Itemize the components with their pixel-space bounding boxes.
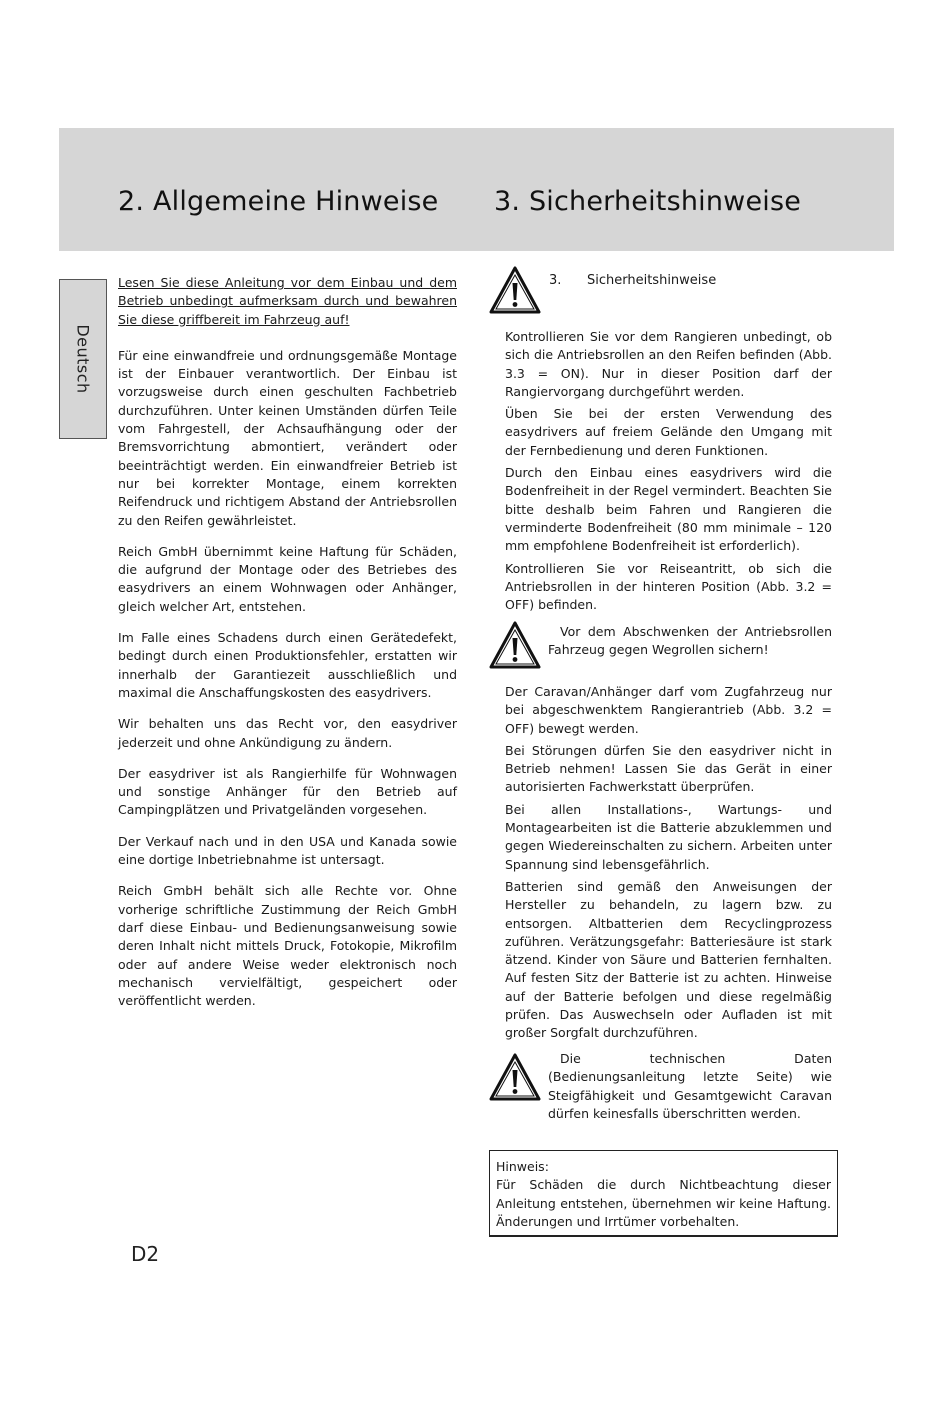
language-tab: [59, 279, 107, 439]
paragraph: Reich GmbH übernimmt keine Haftung für Schäden, die aufgrund der Montage oder des Betriebes des easydrivers an einem Wohnwagen oder Anhänger, gleich welcher Art, entstehen.: [118, 543, 457, 614]
note-title: Hinweis:: [496, 1159, 549, 1174]
note-text: Für Schäden die durch Nichtbeachtung dieser Anleitung entstehen, übernehmen wir keine Haftung. Änderungen und Irrtümer vorbehalten.: [496, 1177, 831, 1229]
paragraph: Der Verkauf nach und in den USA und Kanada sowie eine dortige Inbetriebnahme ist untersagt.: [118, 833, 457, 868]
paragraph: Bei Störungen dürfen Sie den easydriver nicht in Betrieb nehmen! Lassen Sie das Gerät in einer autorisierten Fachwerkstatt überprüfen.: [505, 742, 832, 795]
language-tab-label: Deutsch: [73, 324, 93, 394]
paragraph: Reich GmbH behält sich alle Rechte vor. Ohne vorherige schriftliche Zustimmung der Reich GmbH darf diese Einbau- und Bedienungsanweisung sowie deren Inhalt nicht mittels Druck, Fotokopie, Mikrofilm oder auf andere Weise weder elektronisch noch mechanisch vervielfältigt, gespeichert oder veröffentlicht werden.: [118, 883, 457, 1009]
paragraph: Üben Sie bei der ersten Verwendung des easydrivers auf freiem Gelände den Umgang mit der Fernbedienung und deren Funktionen.: [505, 406, 832, 458]
general-notes-column: [118, 274, 457, 1023]
paragraph: Kontrollieren Sie vor Reiseantritt, ob sich die Antriebsrollen in der hinteren Position (Abb. 3.2 = OFF) befinden.: [505, 560, 832, 613]
warning-triangle-icon: [489, 621, 541, 669]
page-number: D2: [131, 1242, 160, 1266]
section-title-safety: 3. Sicherheitshinweise: [494, 186, 802, 217]
paragraph: Durch den Einbau eines easydrivers wird die Bodenfreiheit in der Regel vermindert. Beachten Sie bitte deshalb beim Fahren und Rangieren die verminderte Bodenfreiheit (80 mm minimale – 120 mm empfohlene Bodenfreiheit ist erforderlich).: [505, 465, 832, 554]
warning-triangle-icon: [489, 1053, 541, 1101]
safety-column-continued: [505, 683, 832, 1047]
safety-section-heading: [549, 273, 716, 288]
paragraph: Für eine einwandfreie und ordnungsgemäße Montage ist der Einbauer verantwortlich. Der Einbau ist vorzugsweise durch einen geschulten Fachbetrieb durchzuführen. Unter keinen Umständen dürfen Teile vom Fahrgestell, der Achsaufhängung oder der Bremsvorrichtung abmontiert, verändert oder beeinträchtigt werden. Ein einwandfreier Betrieb ist nur bei korrekter Montage, einem korrekten Reifendruck und richtigem Abstand der Antriebsrollen zu den Reifen gewährleistet.: [118, 347, 457, 528]
warning-rollaway: Vor dem Abschwenken der Antriebsrollen Fahrzeug gegen Wegrollen sichern!: [548, 624, 832, 658]
paragraph: Wir behalten uns das Recht vor, den easydriver jederzeit und ohne Ankündigung zu ändern.: [118, 716, 457, 750]
section-number: 3.: [549, 273, 562, 288]
paragraph: Batterien sind gemäß den Anweisungen der Hersteller zu behandeln, zu lagern bzw. zu entsorgen. Altbatterien dem Recyclingprozess zuführen. Verätzungsgefahr: Batteriesäure ist stark ätzend. Kinder von Säure und Batterien fernhalten. Auf festen Sitz der Batterie ist zu achten. Hinweise auf der Batterie befolgen und diese regelmäßig prüfen. Das Auswechseln oder Aufladen ist mit großer Sorgfalt durchzuführen.: [505, 878, 832, 1041]
paragraph: Im Falle eines Schadens durch einen Gerätedefekt, bedingt durch einen Produktionsfehler, erstatten wir innerhalb der Garantiezeit ausschließlich und maximal die Anschaffungskosten des easydrivers.: [118, 630, 457, 700]
section-heading-text: Sicherheitshinweise: [587, 273, 717, 288]
paragraph: Kontrollieren Sie vor dem Rangieren unbedingt, ob sich die Antriebsrollen an den Reifen befinden (Abb. 3.3 = ON). Nur in dieser Position darf der Rangiervorgang durchgeführt werden.: [505, 329, 832, 399]
paragraph: Der easydriver ist als Rangierhilfe für Wohnwagen und sonstige Anhänger für den Betrieb auf Campingplätzen und Privatgeländen vorgesehen.: [118, 765, 457, 818]
safety-column: [505, 328, 832, 618]
warning-technical-data: Die technischen Daten (Bedienungsanleitung letzte Seite) wie Steigfähigkeit und Gesamtgewicht Caravan dürfen keinesfalls überschritten werden.: [548, 1051, 832, 1121]
note-box: [489, 1150, 838, 1237]
intro-instruction: Lesen Sie diese Anleitung vor dem Einbau und dem Betrieb unbedingt aufmerksam durch und bewahren Sie diese griffbereit im Fahrzeug auf!: [118, 275, 457, 327]
section-title-general: 2. Allgemeine Hinweise: [118, 186, 439, 217]
warning-triangle-icon: [489, 266, 541, 314]
paragraph: Der Caravan/Anhänger darf vom Zugfahrzeug nur bei abgeschwenktem Rangierantrieb (Abb. 3.2 = OFF) bewegt werden.: [505, 684, 832, 736]
paragraph: Bei allen Installations-, Wartungs- und Montagearbeiten ist die Batterie abzuklemmen und gegen Wiedereinschalten zu sichern. Arbeiten unter Spannung sind lebensgefährlich.: [505, 801, 832, 872]
